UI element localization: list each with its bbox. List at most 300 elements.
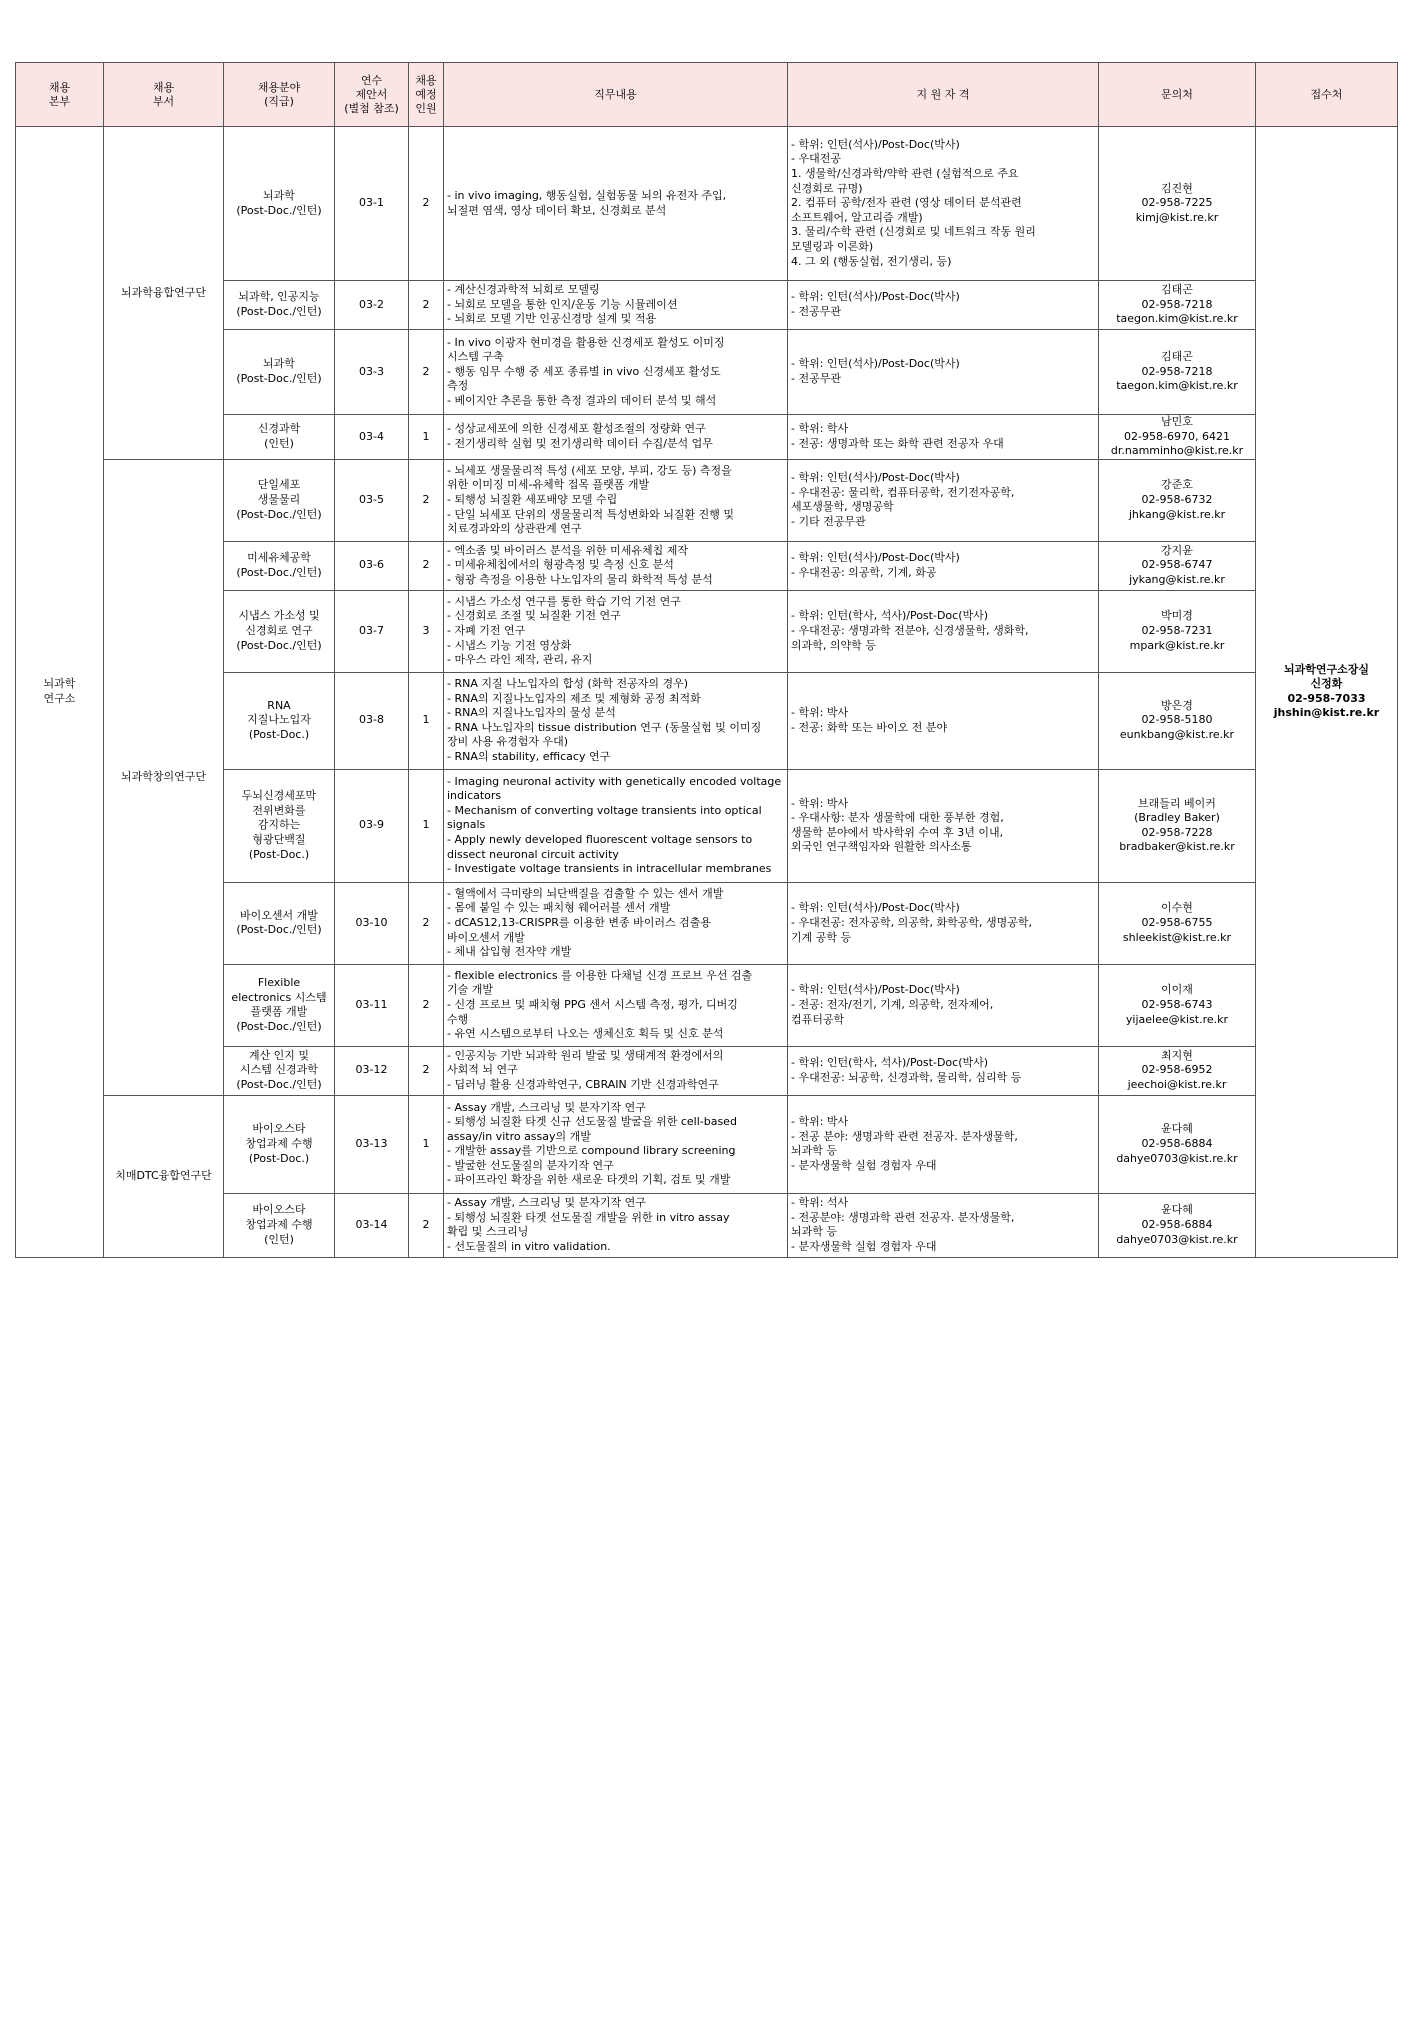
department-cell [104, 1095, 224, 1257]
cell-text-line: - 마우스 라인 제작, 관리, 유지 [447, 653, 593, 667]
cell-text-line: shleekist@kist.re.kr [1122, 930, 1232, 944]
cell-text-line: - 학위: 인턴(석사)/Post-Doc(박사) [791, 901, 960, 915]
cell-text-line: eunkbang@kist.re.kr [1119, 728, 1235, 742]
cell-text-line: 생물물리 [257, 492, 301, 506]
cell-text-line: 바이오센서 개발 [240, 908, 318, 922]
cell-text-line: (Post-Doc./인턴) [236, 203, 322, 217]
cell-text-line: 2 [422, 364, 430, 378]
cell-text-line: 2 [422, 997, 430, 1011]
cell-text-line: - 뇌세포 생물물리적 특성 (세포 모양, 부피, 강도 등) 측정을 [447, 463, 732, 477]
cell-text-line: RNA [267, 698, 291, 712]
table-row [16, 281, 1398, 330]
qualifications-cell [788, 882, 1099, 964]
table-row [16, 127, 1398, 281]
cell-text-line: 02-958-7231 [1141, 623, 1213, 637]
cell-text-line: 바이오스타 [252, 1122, 306, 1136]
cell-text-line: 1 [422, 429, 430, 443]
cell-text-line: 03-12 [355, 1063, 388, 1077]
table-row [16, 1095, 1398, 1193]
cell-text-line: 문의처 [1161, 87, 1193, 101]
qualifications-cell [788, 1046, 1099, 1095]
cell-text-line: - 전공분야: 생명과학 관련 전공자. 분자생물학, [791, 1210, 1015, 1224]
cell-text-line: - 엑소좀 및 바이러스 분석을 위한 미세유체칩 제작 [447, 543, 688, 557]
cell-text-line: - 전공무관 [791, 305, 841, 318]
cell-text-line: - Investigate voltage transients in intracellular membranes [447, 862, 772, 876]
field-cell [224, 882, 335, 964]
table-row [16, 672, 1398, 769]
cell-text-line: 03-5 [359, 492, 384, 506]
cell-text-line: 02-958-6970, 6421 [1124, 429, 1230, 443]
qualifications-cell [788, 127, 1099, 281]
cell-text-line: - RNA 지질 나노입자의 합성 (화학 전공자의 경우) [447, 677, 689, 690]
cell-text-line: 신경회로 연구 [245, 623, 313, 637]
proposal-code-cell [335, 330, 409, 415]
table-row [16, 882, 1398, 964]
cell-text-line: - 전공: 전자/전기, 기계, 의공학, 전자제어, [791, 997, 994, 1011]
cell-text-line: - 전기생리학 실험 및 전기생리학 데이터 수집/분석 업무 [447, 436, 713, 450]
cell-text-line: 02-958-6755 [1141, 915, 1213, 929]
header-reception [1256, 63, 1398, 127]
cell-text-line: (Post-Doc.) [248, 1151, 310, 1165]
cell-text-line: (인턴) [264, 436, 294, 450]
cell-text-line: 단일세포 [257, 478, 301, 492]
cell-text-line: 김진현 [1161, 181, 1193, 195]
cell-text-line: - RNA의 지질나노입자의 제조 및 제형화 공정 최적화 [447, 691, 701, 705]
duties-cell [444, 281, 788, 330]
count-cell [409, 964, 444, 1046]
cell-text-line: - 시냅스 기능 기전 영상화 [447, 638, 572, 652]
cell-text-line: 뇌과학연구소장실 [1283, 662, 1369, 676]
cell-text-line: 02-958-7033 [1287, 691, 1366, 705]
cell-text-line: 1 [422, 713, 430, 727]
contact-cell [1099, 1193, 1256, 1257]
cell-text-line: 03-11 [355, 997, 388, 1011]
cell-text-line: 2 [422, 1063, 430, 1077]
cell-text-line: 03-13 [355, 1136, 388, 1150]
qualifications-cell [788, 672, 1099, 769]
cell-text-line: 2 [422, 196, 430, 210]
cell-text-line: - 우대전공 [791, 152, 841, 166]
cell-text-line: - 행동 임무 수행 중 세포 종류별 in vivo 신경세포 활성도 [447, 364, 721, 378]
count-cell [409, 1095, 444, 1193]
cell-text-line: 김태곤 [1161, 350, 1193, 364]
contact-cell [1099, 281, 1256, 330]
field-cell [224, 672, 335, 769]
field-cell [224, 964, 335, 1046]
header-qualifications [788, 63, 1099, 127]
cell-text-line: - 인공지능 기반 뇌과학 원리 발굴 및 생태계적 환경에서의 [447, 1048, 724, 1062]
cell-text-line: 세포생물학, 생명공학 [791, 500, 894, 514]
field-cell [224, 415, 335, 460]
cell-text-line: 채용분야 [257, 80, 301, 94]
cell-text-line: indicators [447, 789, 502, 803]
duties-cell [444, 459, 788, 541]
cell-text-line: - 체내 삽입형 전자약 개발 [447, 945, 572, 959]
cell-text-line: dr.namminho@kist.re.kr [1110, 444, 1244, 458]
proposal-code-cell [335, 1095, 409, 1193]
cell-text-line: - 우대사항: 분자 생물학에 대한 풍부한 경험, [791, 811, 1004, 825]
cell-text-line: 브래들리 베이커 [1138, 796, 1216, 810]
cell-text-line: - 우대전공: 의공학, 기계, 화공 [791, 565, 937, 579]
count-cell [409, 127, 444, 281]
cell-text-line: 플랫폼 개발 [250, 1005, 308, 1019]
cell-text-line: jeechoi@kist.re.kr [1127, 1078, 1227, 1092]
cell-text-line: - 딥러닝 활용 신경과학연구, CBRAIN 기반 신경과학연구 [447, 1078, 719, 1092]
cell-text-line: - 우대전공: 물리학, 컴퓨터공학, 전기전자공학, [791, 485, 1015, 499]
reception-cell [1256, 127, 1398, 1258]
proposal-code-cell [335, 1046, 409, 1095]
cell-text-line: 03-14 [355, 1217, 388, 1231]
proposal-code-cell [335, 281, 409, 330]
cell-text-line: 전위변화를 [252, 803, 306, 817]
header-field [224, 63, 335, 127]
contact-cell [1099, 330, 1256, 415]
cell-text-line: 두뇌신경세포막 [241, 789, 317, 803]
cell-text-line: 02-958-7218 [1141, 364, 1213, 378]
cell-text-line: - 전공 분야: 생명과학 관련 전공자. 분자생물학, [791, 1129, 1018, 1143]
cell-text-line: 수행 [447, 1012, 469, 1026]
cell-text-line: - 개발한 assay를 기반으로 compound library screening [447, 1144, 736, 1158]
proposal-code-cell [335, 459, 409, 541]
cell-text-line: 부서 [152, 94, 175, 108]
proposal-code-cell [335, 672, 409, 769]
cell-text-line: 뇌과학 [43, 677, 76, 691]
cell-text-line: (Post-Doc./인턴) [236, 305, 322, 318]
cell-text-line: 시스템 신경과학 [240, 1063, 318, 1077]
cell-text-line: - 분자생물학 실험 경험자 우대 [791, 1239, 937, 1253]
cell-text-line: - 학위: 박사 [791, 1115, 849, 1129]
cell-text-line: 02-958-6743 [1141, 997, 1213, 1011]
qualifications-cell [788, 590, 1099, 672]
cell-text-line: - 신경 프로브 및 패치형 PPG 센서 시스템 측정, 평가, 디버깅 [447, 997, 738, 1011]
table-row [16, 590, 1398, 672]
count-cell [409, 1193, 444, 1257]
cell-text-line: - 학위: 인턴(학사, 석사)/Post-Doc(박사) [791, 609, 989, 623]
count-cell [409, 415, 444, 460]
cell-text-line: 김태곤 [1161, 283, 1193, 297]
cell-text-line: 신경과학 [257, 422, 301, 436]
duties-cell [444, 127, 788, 281]
cell-text-line: 02-958-6747 [1141, 558, 1213, 572]
cell-text-line: (Post-Doc./인턴) [236, 1078, 322, 1092]
cell-text-line: - flexible electronics 를 이용한 다채널 신경 프로브 우선 검출 [447, 968, 753, 982]
cell-text-line: 02-958-6884 [1141, 1217, 1213, 1231]
qualifications-cell [788, 330, 1099, 415]
cell-text-line: 03-10 [355, 915, 388, 929]
table-row [16, 541, 1398, 590]
cell-text-line: - in vivo imaging, 행동실험, 실험동물 뇌의 유전자 주입, [447, 188, 727, 202]
cell-text-line: - Assay 개발, 스크리닝 및 분자기작 연구 [447, 1196, 646, 1210]
cell-text-line: taegon.kim@kist.re.kr [1116, 312, 1238, 326]
cell-text-line: 미세유체공학 [247, 551, 311, 565]
cell-text-line: 본부 [48, 94, 71, 108]
qualifications-cell [788, 964, 1099, 1046]
cell-text-line: - 발굴한 선도물질의 분자기작 연구 [447, 1158, 614, 1172]
duties-cell [444, 1193, 788, 1257]
cell-text-line: 창업과제 수행 [245, 1217, 313, 1231]
cell-text-line: 직무내용 [594, 87, 637, 101]
cell-text-line: - 우대전공: 뇌공학, 신경과학, 물리학, 심리학 등 [791, 1070, 1022, 1084]
cell-text-line: 1 [422, 818, 430, 832]
cell-text-line: (직급) [264, 94, 294, 108]
cell-text-line: 신정화 [1310, 677, 1343, 691]
proposal-code-cell [335, 127, 409, 281]
count-cell [409, 459, 444, 541]
cell-text-line: - 학위: 인턴(석사)/Post-Doc(박사) [791, 357, 960, 371]
cell-text-line: - 계산신경과학적 뇌회로 모델링 [447, 283, 600, 297]
count-cell [409, 1046, 444, 1095]
cell-text-line: dahye0703@kist.re.kr [1116, 1232, 1238, 1246]
cell-text-line: 2 [422, 492, 430, 506]
cell-text-line: 02-958-5180 [1141, 713, 1213, 727]
cell-text-line: mpark@kist.re.kr [1129, 638, 1225, 652]
field-cell [224, 281, 335, 330]
cell-text-line: - 우대전공: 전자공학, 의공학, 화학공학, 생명공학, [791, 915, 1033, 929]
cell-text-line: - 학위: 인턴(석사)/Post-Doc(박사) [791, 290, 960, 304]
cell-text-line: - RNA의 지질나노입자의 물성 분석 [447, 706, 616, 720]
cell-text-line: 1. 생물학/신경과학/약학 관련 (실험적으로 주요 [791, 167, 1019, 181]
cell-text-line: 윤다혜 [1161, 1203, 1193, 1217]
qualifications-cell [788, 541, 1099, 590]
cell-text-line: - 우대전공: 생명과학 전분야, 신경생물학, 생화학, [791, 623, 1029, 637]
cell-text-line: 03-1 [359, 196, 384, 210]
cell-text-line: bradbaker@kist.re.kr [1119, 840, 1235, 854]
cell-text-line: 신경회로 규명) [791, 181, 863, 195]
cell-text-line: 2 [422, 1217, 430, 1231]
cell-text-line: 뇌절편 염색, 영상 데이터 확보, 신경회로 분석 [447, 203, 667, 217]
cell-text-line: 뇌과학 등 [791, 1225, 838, 1239]
cell-text-line: 3 [422, 623, 430, 637]
table-row [16, 1046, 1398, 1095]
cell-text-line: 컴퓨터공학 [791, 1012, 845, 1026]
proposal-code-cell [335, 541, 409, 590]
cell-text-line: kimj@kist.re.kr [1135, 210, 1219, 224]
cell-text-line: 02-958-6732 [1141, 492, 1213, 506]
table-row [16, 769, 1398, 882]
cell-text-line: - 형광 측정을 이용한 나노입자의 물리 화학적 특성 분석 [447, 573, 713, 587]
count-cell [409, 541, 444, 590]
cell-text-line: 연구소 [43, 691, 76, 705]
cell-text-line: - 학위: 박사 [791, 796, 849, 810]
duties-cell [444, 590, 788, 672]
cell-text-line: (Post-Doc./인턴) [236, 1019, 322, 1033]
cell-text-line: - 퇴행성 뇌질환 타겟 신규 선도물질 발굴을 위한 cell-based [447, 1115, 737, 1129]
cell-text-line: 02-958-7225 [1141, 196, 1213, 210]
contact-cell [1099, 590, 1256, 672]
cell-text-line: - Apply newly developed fluorescent voltage sensors to [447, 833, 753, 847]
cell-text-line: (별첨 참조) [344, 101, 399, 115]
field-cell [224, 769, 335, 882]
contact-cell [1099, 882, 1256, 964]
proposal-code-cell [335, 1193, 409, 1257]
cell-text-line: - 학위: 석사 [791, 1196, 849, 1210]
cell-text-line: 03-2 [359, 297, 384, 311]
cell-text-line: 03-9 [359, 818, 384, 832]
contact-cell [1099, 459, 1256, 541]
cell-text-line: 2. 컴퓨터 공학/전자 관련 (영상 데이터 분석관련 [791, 196, 1022, 210]
cell-text-line: 기술 개발 [447, 983, 494, 997]
table-row [16, 1193, 1398, 1257]
cell-text-line: Flexible [257, 976, 301, 990]
cell-text-line: 지 원 자 격 [916, 87, 970, 101]
cell-text-line: - 전공: 화학 또는 바이오 전 분야 [791, 720, 948, 734]
cell-text-line: 뇌과학 [263, 188, 295, 202]
proposal-code-cell [335, 590, 409, 672]
cell-text-line: - 학위: 학사 [791, 422, 849, 436]
cell-text-line: 1 [422, 1136, 430, 1150]
contact-cell [1099, 127, 1256, 281]
cell-text-line: 예정 [415, 87, 437, 101]
cell-text-line: 4. 그 외 (행동실험, 전기생리, 등) [791, 254, 952, 268]
duties-cell [444, 672, 788, 769]
cell-text-line: (Post-Doc.) [248, 847, 310, 861]
cell-text-line: 윤다혜 [1161, 1122, 1193, 1136]
cell-text-line: 뇌과학융합연구단 [120, 285, 206, 299]
header-contact [1099, 63, 1256, 127]
duties-cell [444, 330, 788, 415]
cell-text-line: - 기타 전공무관 [791, 514, 866, 528]
duties-cell [444, 415, 788, 460]
cell-text-line: - 자폐 기전 연구 [447, 623, 526, 637]
department-cell [104, 127, 224, 460]
qualifications-cell [788, 1095, 1099, 1193]
header-department [104, 63, 224, 127]
field-cell [224, 1193, 335, 1257]
cell-text-line: - Imaging neuronal activity with genetically encoded voltage [447, 774, 782, 788]
field-cell [224, 127, 335, 281]
cell-text-line: 감지하는 [257, 818, 301, 832]
qualifications-cell [788, 1193, 1099, 1257]
qualifications-cell [788, 769, 1099, 882]
field-cell [224, 330, 335, 415]
contact-cell [1099, 415, 1256, 460]
cell-text-line: (Post-Doc.) [248, 728, 310, 742]
count-cell [409, 281, 444, 330]
cell-text-line: 뇌과학 [263, 357, 295, 371]
cell-text-line: 시냅스 가소성 및 [238, 609, 320, 623]
duties-cell [444, 1046, 788, 1095]
contact-cell [1099, 964, 1256, 1046]
cell-text-line: 최지현 [1161, 1048, 1193, 1062]
table-row [16, 964, 1398, 1046]
cell-text-line: - 미세유체칩에서의 형광측정 및 측정 신호 분석 [447, 558, 674, 572]
proposal-code-cell [335, 882, 409, 964]
cell-text-line: 확립 및 스크리닝 [447, 1225, 529, 1239]
cell-text-line: - 유연 시스템으로부터 나오는 생체신호 획득 및 신호 분석 [447, 1027, 724, 1041]
cell-text-line: 방은경 [1161, 698, 1193, 712]
cell-text-line: 생물학 분야에서 박사학위 수여 후 3년 이내, [791, 825, 1004, 839]
proposal-code-cell [335, 964, 409, 1046]
cell-text-line: 바이오스타 [252, 1203, 306, 1217]
cell-text-line: 지질나노입자 [247, 713, 311, 727]
cell-text-line: - 단일 뇌세포 단위의 생물물리적 특성변화와 뇌질환 진행 및 [447, 507, 734, 521]
cell-text-line: 사회적 뇌 연구 [447, 1063, 518, 1077]
cell-text-line: 박미경 [1161, 609, 1193, 623]
cell-text-line: 02-958-7218 [1141, 297, 1213, 311]
cell-text-line: 창업과제 수행 [245, 1136, 313, 1150]
count-cell [409, 330, 444, 415]
count-cell [409, 590, 444, 672]
cell-text-line: 강준호 [1161, 478, 1193, 492]
table-row [16, 330, 1398, 415]
cell-text-line: - 학위: 인턴(석사)/Post-Doc(박사) [791, 551, 960, 565]
proposal-code-cell [335, 769, 409, 882]
duties-cell [444, 769, 788, 882]
cell-text-line: 형광단백질 [252, 833, 306, 847]
table-body [16, 127, 1398, 1258]
cell-text-line: 03-8 [359, 713, 384, 727]
cell-text-line: 02-958-7228 [1141, 825, 1213, 839]
cell-text-line: (Post-Doc./인턴) [236, 565, 322, 579]
cell-text-line: - 퇴행성 뇌질환 세포배양 모델 수립 [447, 492, 618, 506]
cell-text-line: 계산 인지 및 [248, 1048, 310, 1062]
cell-text-line: 치료경과와의 상관관계 연구 [447, 522, 582, 536]
cell-text-line: electronics 시스템 [231, 990, 327, 1004]
cell-text-line: (Post-Doc./인턴) [236, 923, 322, 937]
cell-text-line: - 분자생물학 실험 경험자 우대 [791, 1158, 937, 1172]
cell-text-line: 소프트웨어, 알고리즘 개발) [791, 210, 923, 224]
cell-text-line: - 전공무관 [791, 372, 841, 385]
contact-cell [1099, 769, 1256, 882]
duties-cell [444, 1095, 788, 1193]
cell-text-line: 모델링과 이론화) [791, 239, 874, 253]
cell-text-line: 접수처 [1310, 87, 1343, 101]
field-cell [224, 541, 335, 590]
count-cell [409, 672, 444, 769]
cell-text-line: 치매DTC융합연구단 [115, 1168, 212, 1182]
cell-text-line: 제안서 [355, 87, 388, 101]
cell-text-line: 03-3 [359, 364, 384, 378]
cell-text-line: jhkang@kist.re.kr [1128, 507, 1226, 521]
cell-text-line: - 신경회로 조절 및 뇌질환 기전 연구 [447, 609, 621, 623]
cell-text-line: 인원 [415, 101, 437, 115]
cell-text-line: - 학위: 인턴(석사)/Post-Doc(박사) [791, 137, 960, 151]
cell-text-line: - 선도물질의 in vitro validation. [447, 1239, 611, 1253]
cell-text-line: - dCAS12,13-CRISPR를 이용한 변종 바이러스 검출용 [447, 915, 712, 929]
cell-text-line: 채용 [415, 73, 437, 87]
cell-text-line: 02-958-6884 [1141, 1136, 1213, 1150]
cell-text-line: 2 [422, 297, 430, 311]
proposal-code-cell [335, 415, 409, 460]
cell-text-line: taegon.kim@kist.re.kr [1116, 379, 1238, 393]
field-cell [224, 459, 335, 541]
cell-text-line: signals [447, 818, 486, 832]
cell-text-line: 외국인 연구책임자와 원활한 의사소통 [791, 840, 972, 854]
count-cell [409, 882, 444, 964]
cell-text-line: (Bradley Baker) [1134, 811, 1220, 825]
hq-cell [16, 127, 104, 1258]
cell-text-line: 3. 물리/수학 관련 (신경회로 및 네트워크 작동 원리 [791, 225, 1036, 239]
cell-text-line: - In vivo 이광자 현미경을 활용한 신경세포 활성도 이미징 [447, 335, 725, 349]
contact-cell [1099, 541, 1256, 590]
cell-text-line: yijaelee@kist.re.kr [1125, 1012, 1229, 1026]
cell-text-line: - 뇌회로 모델 기반 인공신경망 설계 및 적용 [447, 312, 657, 326]
count-cell [409, 769, 444, 882]
cell-text-line: 채용 [48, 80, 71, 94]
cell-text-line: (인턴) [264, 1232, 294, 1246]
cell-text-line: 02-958-6952 [1141, 1063, 1213, 1077]
cell-text-line: - 퇴행성 뇌질환 타겟 선도물질 개발을 위한 in vitro assay [447, 1210, 730, 1224]
field-cell [224, 1095, 335, 1193]
qualifications-cell [788, 415, 1099, 460]
cell-text-line: 이수현 [1161, 901, 1193, 915]
recruitment-table [15, 62, 1398, 1258]
cell-text-line: 03-4 [359, 429, 384, 443]
cell-text-line: 남민호 [1161, 415, 1193, 428]
cell-text-line: - Mechanism of converting voltage transients into optical [447, 803, 762, 817]
cell-text-line: dahye0703@kist.re.kr [1116, 1151, 1238, 1165]
contact-cell [1099, 1046, 1256, 1095]
